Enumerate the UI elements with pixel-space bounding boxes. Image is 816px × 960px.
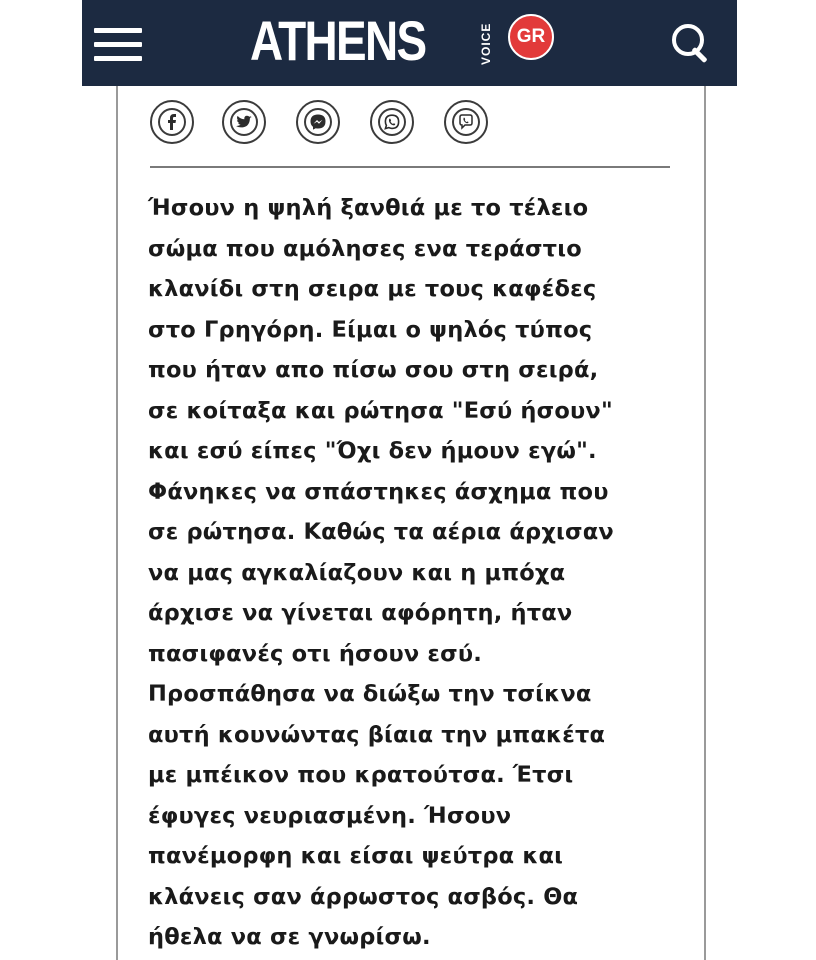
article-line: κλανίδι στη σειρα με τους καφέδες — [148, 276, 597, 302]
article-line: πασιφανές οτι ήσουν εσύ. — [148, 640, 482, 667]
article-body — [148, 188, 678, 958]
viber-glyph — [458, 114, 474, 130]
article-line: να μας αγκαλίαζουν και η μπόχα — [148, 559, 566, 586]
facebook-glyph — [166, 114, 178, 130]
article-line: έφυγες νευριασμένη. Ήσουν — [148, 802, 512, 829]
article-line: σώμα που αμόλησες ενα τεράστιο — [148, 235, 582, 262]
twitter-glyph — [236, 115, 252, 129]
edition-badge[interactable]: GR — [508, 14, 554, 60]
article-line: Προσπάθησα να διώξω την τσίκνα — [148, 681, 592, 707]
menu-bar — [94, 28, 142, 33]
messenger-glyph — [310, 114, 326, 130]
twitter-icon — [230, 108, 258, 136]
content-divider — [150, 166, 670, 168]
article-line: άρχισε να γίνεται αφόρητη, ήταν — [148, 600, 573, 626]
article-line: και εσύ είπες "Όχι δεν ήμουν εγώ". — [148, 438, 597, 464]
site-logo[interactable]: ATHENS — [250, 9, 426, 72]
facebook-icon — [158, 108, 186, 136]
twitter-share-button[interactable] — [222, 100, 266, 144]
messenger-share-button[interactable] — [296, 100, 340, 144]
whatsapp-icon — [378, 108, 406, 136]
article-line: Ήσουν η ψηλή ξανθιά με το τέλειο — [148, 195, 589, 221]
viber-icon — [452, 108, 480, 136]
article-line: στο Γρηγόρη. Είμαι ο ψηλός τύπος — [148, 316, 593, 343]
menu-bar — [94, 56, 142, 61]
hamburger-menu-icon[interactable] — [94, 28, 142, 62]
article-line: πανέμορφη και είσαι ψεύτρα και — [148, 843, 564, 869]
article-line: κλάνεις σαν άρρωστος ασβός. Θα — [148, 883, 579, 910]
article-line: σε κοίταξα και ρώτησα "Εσύ ήσουν" — [148, 397, 613, 424]
article-line: Φάνηκες να σπάστηκες άσχημα που — [148, 478, 609, 505]
whatsapp-share-button[interactable] — [370, 100, 414, 144]
article-line: ήθελα να σε γνωρίσω. — [148, 924, 431, 950]
site-header — [82, 0, 737, 86]
site-logo-sub: VOICE — [479, 22, 493, 66]
article-line: που ήταν απο πίσω σου στη σειρά, — [148, 357, 599, 383]
menu-bar — [94, 42, 142, 47]
viber-share-button[interactable] — [444, 100, 488, 144]
article-line: σε ρώτησα. Καθώς τα αέρια άρχισαν — [148, 519, 614, 545]
article-line: αυτή κουνώντας βίαια την μπακέτα — [148, 721, 606, 748]
whatsapp-glyph — [384, 114, 400, 130]
search-icon[interactable] — [670, 22, 714, 66]
messenger-icon — [304, 108, 332, 136]
article-line: με μπέικον που κρατούτσα. Έτσι — [148, 762, 574, 788]
facebook-share-button[interactable] — [150, 100, 194, 144]
